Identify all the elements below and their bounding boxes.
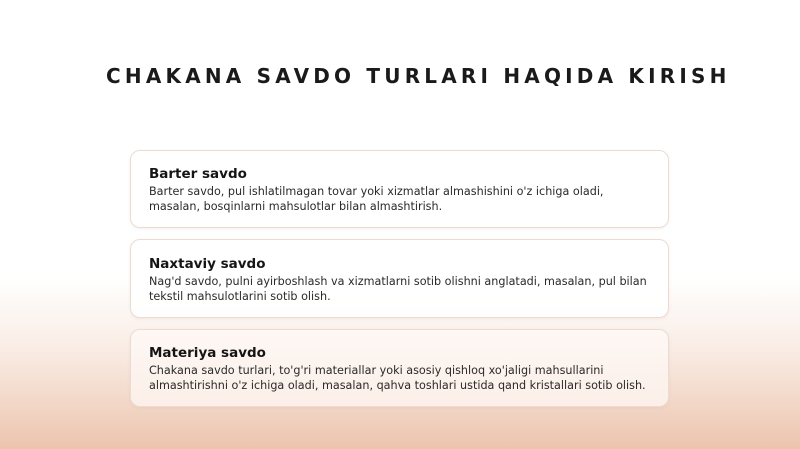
card-heading: Barter savdo: [149, 166, 247, 182]
card-heading: Materiya savdo: [149, 345, 266, 361]
card-description: Barter savdo, pul ishlatilmagan tovar yoki xizmatlar almashishini o'z ichiga oladi, masalan, bosqinlarni mahsulotlar bilan almashtirish.: [149, 185, 604, 213]
card-barter: [130, 150, 669, 228]
card-naxtaviy: [130, 239, 669, 318]
slide-title: CHAKANA SAVDO TURLARI HAQIDA KIRISH: [106, 64, 731, 88]
card-description: Chakana savdo turlari, to'g'ri materiallar yoki asosiy qishloq xo'jaligi mahsullarini almashtirishni o'z ichiga oladi, masalan, qahva toshlari ustida qand kristallari sotib olish.: [149, 364, 646, 392]
card-heading: Naxtaviy savdo: [149, 256, 266, 272]
card-materiya: [130, 329, 669, 407]
card-description: Nag'd savdo, pulni ayirboshlash va xizmatlarni sotib olishni anglatadi, masalan, pul bilan tekstil mahsulotlarini sotib olish.: [149, 275, 647, 303]
